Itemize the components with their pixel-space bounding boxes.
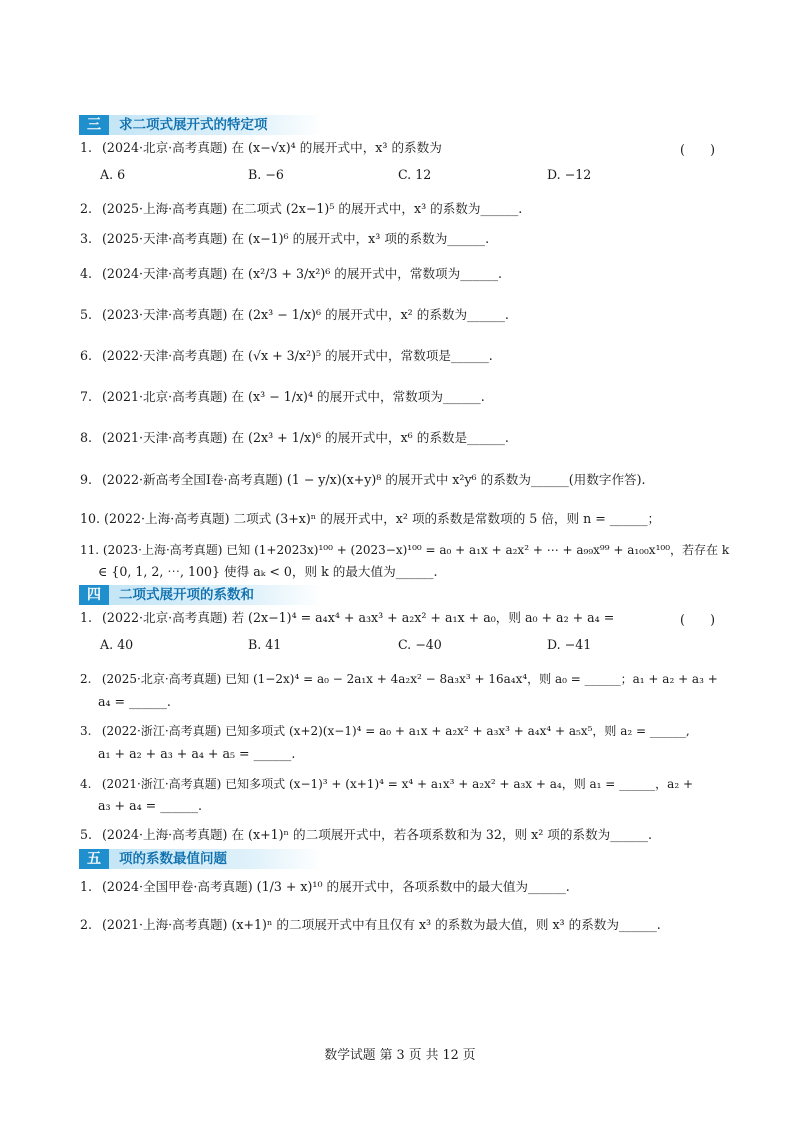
question-text: (2021·天津·高考真题) 在 (2x³ + 1/x)⁶ 的展开式中，x⁶ 的系数是______. bbox=[102, 430, 509, 445]
question-text: (2025·天津·高考真题) 在 (x−1)⁶ 的展开式中，x³ 项的系数为______. bbox=[102, 231, 490, 246]
question-text: (2022·天津·高考真题) 在 (√x + 3/x²)⁵ 的展开式中，常数项是______. bbox=[102, 348, 493, 363]
question-text: (2024·全国甲卷·高考真题) (1/3 + x)¹⁰ 的展开式中，各项系数中的最大值为______. bbox=[102, 879, 570, 894]
question-3-2: 2. (2025·上海·高考真题) 在二项式 (2x−1)⁵ 的展开式中，x³ 的系数为______. bbox=[80, 201, 523, 216]
question-4-3-continued: a₁ + a₂ + a₃ + a₄ + a₅ = ______. bbox=[98, 746, 296, 761]
question-text: (2023·天津·高考真题) 在 (2x³ − 1/x)⁶ 的展开式中，x² 的系数为______. bbox=[102, 307, 509, 322]
question-3-8: 8. (2021·天津·高考真题) 在 (2x³ + 1/x)⁶ 的展开式中，x⁶ 的系数是______. bbox=[80, 430, 509, 445]
section-number: 四 bbox=[79, 585, 109, 605]
section-header-3 bbox=[79, 115, 323, 135]
question-text: (2025·上海·高考真题) 在二项式 (2x−1)⁵ 的展开式中，x³ 的系数为______. bbox=[102, 201, 523, 216]
question-4-2-continued: a₄ = ______. bbox=[98, 694, 171, 709]
section-title: 求二项式展开式的特定项 bbox=[119, 117, 268, 133]
question-3-9: 9. (2022·新高考全国Ⅰ卷·高考真题) (1 − y/x)(x+y)⁸ 的展开式中 x²y⁶ 的系数为______(用数字作答). bbox=[80, 472, 646, 487]
question-text: (2025·北京·高考真题) 已知 (1−2x)⁴ = a₀ − 2a₁x + 4a₂x² − 8a₃x³ + 16a₄x⁴，则 a₀ = ______；a₁ + a₂ + a₃ + bbox=[101, 672, 718, 686]
option-b: B. 41 bbox=[248, 637, 282, 652]
answer-paren: ( ) bbox=[680, 612, 716, 627]
question-text: (2022·新高考全国Ⅰ卷·高考真题) (1 − y/x)(x+y)⁸ 的展开式中 x²y⁶ 的系数为______(用数字作答). bbox=[102, 472, 646, 487]
question-text: (2021·上海·高考真题) (x+1)ⁿ 的二项展开式中有且仅有 x³ 的系数为最大值，则 x³ 的系数为______. bbox=[102, 917, 661, 932]
question-3-11: 11. (2023·上海·高考真题) 已知 (1+2023x)¹⁰⁰ + (2023−x)¹⁰⁰ = a₀ + a₁x + a₂x² + ⋯ + a₉₉x⁹⁹ + a₁₀₀x¹⁰⁰，若存在 k bbox=[80, 543, 730, 557]
question-3-3: 3. (2025·天津·高考真题) 在 (x−1)⁶ 的展开式中，x³ 项的系数为______. bbox=[80, 231, 490, 246]
section-title: 二项式展开项的系数和 bbox=[119, 587, 254, 603]
question-5-2: 2. (2021·上海·高考真题) (x+1)ⁿ 的二项展开式中有且仅有 x³ 的系数为最大值，则 x³ 的系数为______. bbox=[80, 917, 661, 932]
question-3-6: 6. (2022·天津·高考真题) 在 (√x + 3/x²)⁵ 的展开式中，常数项是______. bbox=[80, 348, 493, 363]
question-3-7: 7. (2021·北京·高考真题) 在 (x³ − 1/x)⁴ 的展开式中，常数项为______. bbox=[80, 389, 485, 404]
question-4-3: 3. (2022·浙江·高考真题) 已知多项式 (x+2)(x−1)⁴ = a₀ + a₁x + a₂x² + a₃x³ + a₄x⁴ + a₅x⁵，则 a₂ = ______, bbox=[80, 724, 690, 738]
answer-paren: ( ) bbox=[680, 142, 716, 157]
question-5-1: 1. (2024·全国甲卷·高考真题) (1/3 + x)¹⁰ 的展开式中，各项系数中的最大值为______. bbox=[80, 879, 570, 894]
section-header-5 bbox=[79, 849, 323, 869]
option-d: D. −41 bbox=[547, 637, 592, 652]
question-4-1: 1. (2022·北京·高考真题) 若 (2x−1)⁴ = a₄x⁴ + a₃x³ + a₂x² + a₁x + a₀，则 a₀ + a₂ + a₄ = bbox=[80, 610, 615, 625]
question-text: (2024·上海·高考真题) 在 (x+1)ⁿ 的二项展开式中，若各项系数和为 32，则 x² 项的系数为______. bbox=[102, 827, 653, 842]
question-text: (2024·北京·高考真题) 在 (x−√x)⁴ 的展开式中，x³ 的系数为 bbox=[102, 140, 442, 155]
question-text: (2023·上海·高考真题) 已知 (1+2023x)¹⁰⁰ + (2023−x)¹⁰⁰ = a₀ + a₁x + a₂x² + ⋯ + a₉₉x⁹⁹ + a₁₀₀x¹⁰⁰，若存在 k bbox=[102, 543, 730, 557]
question-text: (2022·上海·高考真题) 二项式 (3+x)ⁿ 的展开式中，x² 项的系数是常数项的 5 倍，则 n = ______； bbox=[104, 511, 661, 526]
section-header-4 bbox=[79, 585, 323, 605]
option-d: D. −12 bbox=[547, 167, 592, 182]
question-4-2: 2. (2025·北京·高考真题) 已知 (1−2x)⁴ = a₀ − 2a₁x + 4a₂x² − 8a₃x³ + 16a₄x⁴，则 a₀ = ______；a₁ + a₂ + a₃ + bbox=[80, 672, 718, 686]
question-3-4: 4. (2024·天津·高考真题) 在 (x²/3 + 3/x²)⁶ 的展开式中，常数项为______. bbox=[80, 266, 503, 281]
question-4-4-continued: a₃ + a₄ = ______. bbox=[98, 798, 203, 813]
question-3-1: 1. (2024·北京·高考真题) 在 (x−√x)⁴ 的展开式中，x³ 的系数为 bbox=[80, 140, 442, 155]
question-3-11-continued: ∈ {0, 1, 2, ⋯, 100} 使得 aₖ < 0，则 k 的最大值为______. bbox=[98, 564, 438, 579]
option-c: C. −40 bbox=[398, 637, 442, 652]
question-text: (2021·浙江·高考真题) 已知多项式 (x−1)³ + (x+1)⁴ = x⁴ + a₁x³ + a₂x² + a₃x + a₄，则 a₁ = ______，a₂ + bbox=[101, 777, 694, 791]
question-4-4: 4. (2021·浙江·高考真题) 已知多项式 (x−1)³ + (x+1)⁴ = x⁴ + a₁x³ + a₂x² + a₃x + a₄，则 a₁ = ______，a₂ + bbox=[80, 777, 694, 791]
option-b: B. −6 bbox=[248, 167, 284, 182]
question-3-10: 10. (2022·上海·高考真题) 二项式 (3+x)ⁿ 的展开式中，x² 项的系数是常数项的 5 倍，则 n = ______； bbox=[80, 511, 661, 526]
option-c: C. 12 bbox=[398, 167, 432, 182]
option-a: A. 6 bbox=[100, 167, 126, 182]
question-text: (2021·北京·高考真题) 在 (x³ − 1/x)⁴ 的展开式中，常数项为______. bbox=[102, 389, 485, 404]
question-4-5: 5. (2024·上海·高考真题) 在 (x+1)ⁿ 的二项展开式中，若各项系数和为 32，则 x² 项的系数为______. bbox=[80, 827, 653, 842]
question-text: (2022·浙江·高考真题) 已知多项式 (x+2)(x−1)⁴ = a₀ + a₁x + a₂x² + a₃x³ + a₄x⁴ + a₅x⁵，则 a₂ = ______, bbox=[101, 724, 690, 738]
section-number: 五 bbox=[79, 849, 109, 869]
question-3-5: 5. (2023·天津·高考真题) 在 (2x³ − 1/x)⁶ 的展开式中，x² 的系数为______. bbox=[80, 307, 509, 322]
section-title: 项的系数最值问题 bbox=[119, 851, 227, 867]
section-number: 三 bbox=[79, 115, 109, 135]
page-footer: 数学试题 第 3 页 共 12 页 bbox=[324, 1048, 476, 1063]
question-text: (2024·天津·高考真题) 在 (x²/3 + 3/x²)⁶ 的展开式中，常数项为______. bbox=[102, 266, 503, 281]
option-a: A. 40 bbox=[100, 637, 134, 652]
question-text: (2022·北京·高考真题) 若 (2x−1)⁴ = a₄x⁴ + a₃x³ + a₂x² + a₁x + a₀，则 a₀ + a₂ + a₄ = bbox=[102, 610, 615, 625]
